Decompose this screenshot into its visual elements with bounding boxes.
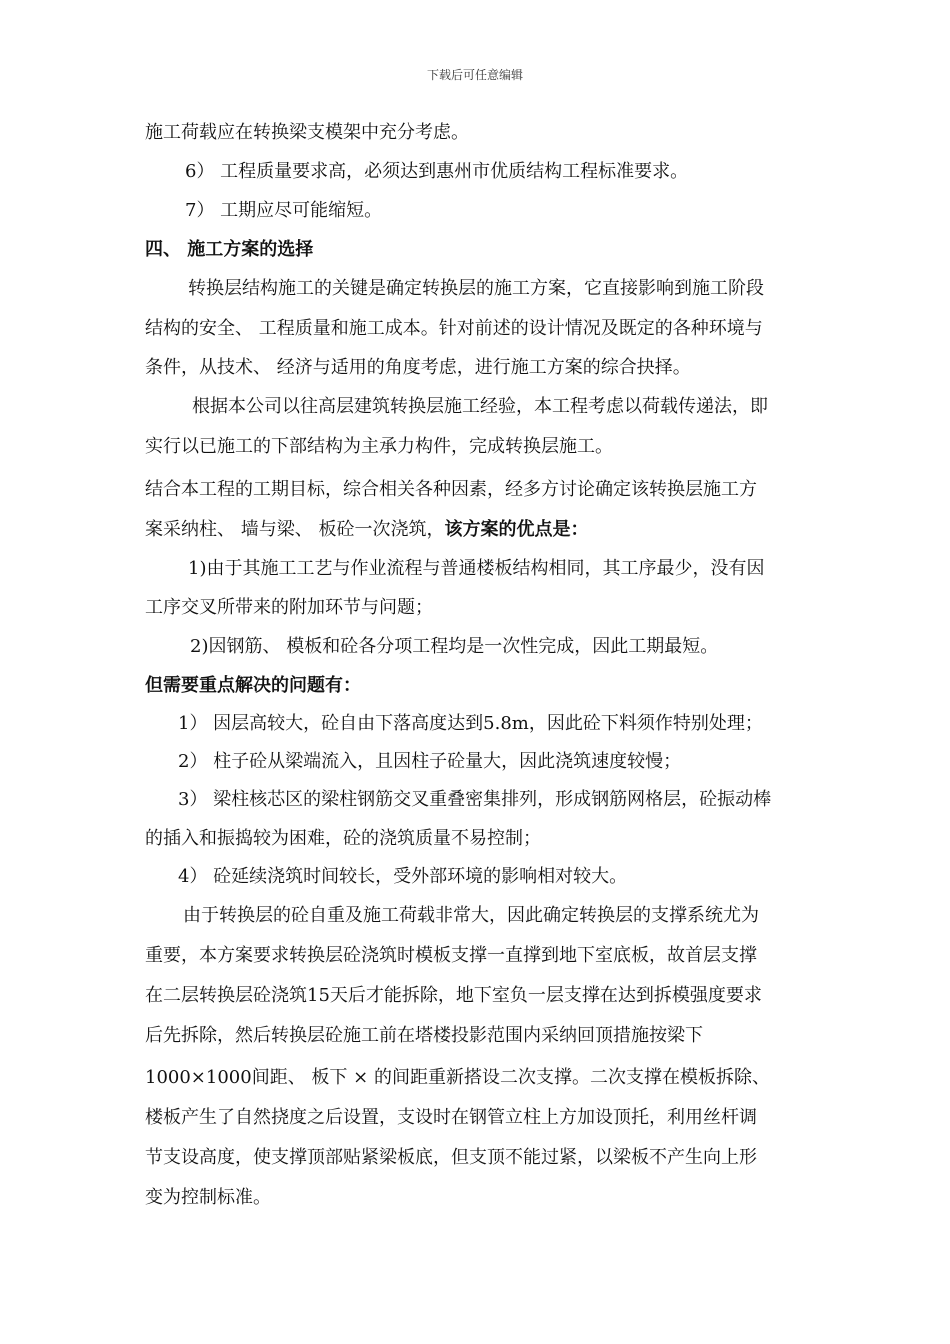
body-line: 条件，从技术、 经济与适用的角度考虑，进行施工方案的综合抉择。	[145, 357, 691, 378]
body-line: 在二层转换层砼浇筑15天后才能拆除，地下室负一层支撑在达到拆模强度要求	[145, 985, 762, 1006]
list-item: 7） 工期应尽可能缩短。	[185, 200, 383, 221]
body-line: 重要，本方案要求转换层砼浇筑时模板支撑一直撑到地下室底板，故首层支撑	[145, 945, 757, 966]
body-line: 的插入和振捣较为困难，砼的浇筑质量不易控制；	[145, 828, 541, 849]
list-item: 3） 梁柱核芯区的梁柱钢筋交叉重叠密集排列，形成钢筋网格层，砼振动棒	[178, 789, 772, 810]
body-line: 转换层结构施工的关键是确定转换层的施工方案，它直接影响到施工阶段	[188, 278, 764, 299]
body-text: 案采纳柱、 墙与梁、 板砼一次浇筑，	[145, 519, 445, 540]
body-line: 由于转换层的砼自重及施工荷载非常大，因此确定转换层的支撑系统尤为	[183, 905, 759, 926]
body-line: 施工荷载应在转换梁支模架中充分考虑。	[145, 122, 469, 143]
body-line: 结合本工程的工期目标，综合相关各种因素，经多方讨论确定该转换层施工方	[145, 479, 757, 500]
section-heading: 四、 施工方案的选择	[145, 239, 314, 260]
list-item: 1)由于其施工工艺与作业流程与普通楼板结构相同，其工序最少，没有因	[188, 558, 765, 579]
page-header: 下载后可任意编辑	[426, 68, 523, 82]
body-line	[145, 518, 588, 542]
body-line: 变为控制标准。	[145, 1187, 271, 1208]
list-item: 1） 因层高较大，砼自由下落高度达到5.8m，因此砼下料须作特别处理；	[178, 713, 763, 734]
body-line: 节支设高度，使支撑顶部贴紧梁板底，但支顶不能过紧，以梁板不产生向上形	[145, 1147, 757, 1168]
subsection-heading: 但需要重点解决的问题有：	[145, 675, 361, 696]
emphasis-text: 该方案的优点是：	[444, 519, 589, 540]
body-line: 结构的安全、 工程质量和施工成本。针对前述的设计情况及既定的各种环境与	[145, 318, 763, 339]
body-line: 后先拆除，然后转换层砼施工前在塔楼投影范围内采纳回顶措施按梁下	[145, 1025, 703, 1046]
body-line: 楼板产生了自然挠度之后设置，支设时在钢管立柱上方加设顶托，利用丝杆调	[145, 1107, 757, 1128]
body-line: 工序交叉所带来的附加环节与问题；	[145, 597, 433, 618]
list-item: 4） 砼延续浇筑时间较长，受外部环境的影响相对较大。	[178, 866, 628, 887]
body-line: 1000×1000间距、 板下 × 的间距重新搭设二次支撑。二次支撑在模板拆除、	[145, 1067, 770, 1088]
list-item: 6） 工程质量要求高，必须达到惠州市优质结构工程标准要求。	[185, 161, 689, 182]
list-item: 2)因钢筋、 模板和砼各分项工程均是一次性完成，因此工期最短。	[190, 636, 719, 657]
body-line: 根据本公司以往高层建筑转换层施工经验，本工程考虑以荷载传递法，即	[192, 396, 768, 417]
body-line: 实行以已施工的下部结构为主承力构件，完成转换层施工。	[145, 436, 613, 457]
list-item: 2） 柱子砼从梁端流入，且因柱子砼量大，因此浇筑速度较慢；	[178, 751, 682, 772]
